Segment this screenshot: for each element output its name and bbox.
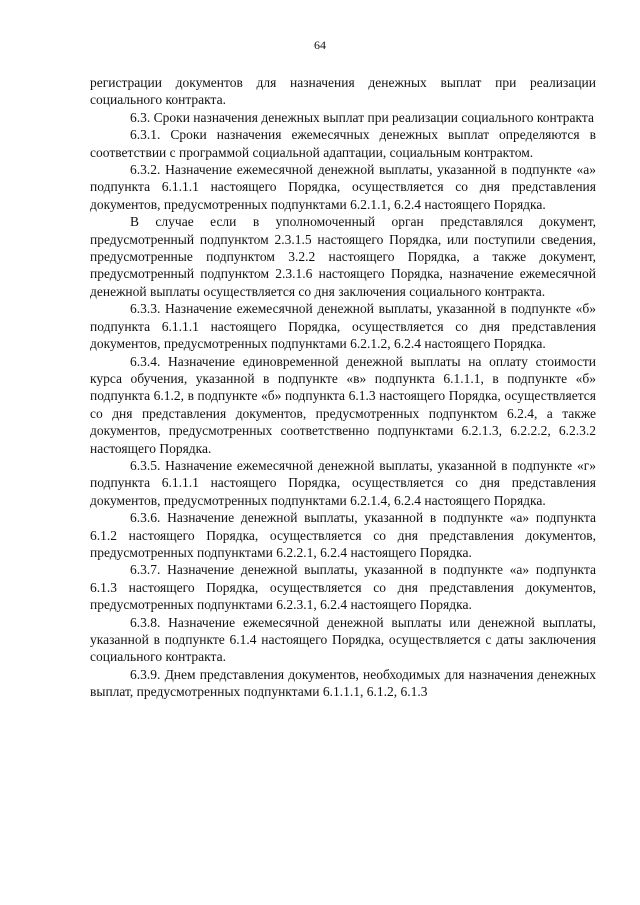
paragraph: 6.3.3. Назначение ежемесячной денежной выплаты, указанной в подпункте «б» подпункта 6.1.1.1 настоящего Порядка, осуществляется со дня представления документов, предусмотренных подпунктами 6.2.1.2, 6.2.4 настоящего Порядка. (90, 301, 596, 352)
document-body (90, 74, 596, 701)
paragraph: В случае если в уполномоченный орган представлялся документ, предусмотренный подпунктом 2.3.1.5 настоящего Порядка, или поступили сведения, предусмотренные подпунктом 3.2.2 настоящего Порядка, а также документ, предусмотренный подпунктом 2.3.1.6 настоящего Порядка, назначение ежемесячной денежной выплаты осуществляется со дня заключения социального контракта. (90, 214, 596, 299)
paragraph: 6.3.4. Назначение единовременной денежной выплаты на оплату стоимости курса обучения, указанной в подпункте «в» подпункта 6.1.1.1, в подпункте «б» подпункта 6.1.2, в подпункте «б» подпункта 6.1.3 настоящего Порядка, осуществляется со дня представления документов, предусмотренных подпунктом 6.2.4, а также документов, предусмотренных соответственно подпунктами 6.2.1.3, 6.2.2.2, 6.2.3.2 настоящего Порядка. (90, 353, 596, 456)
paragraph: 6.3.6. Назначение денежной выплаты, указанной в подпункте «а» подпункта 6.1.2 настоящего Порядка, осуществляется со дня представления документов, предусмотренных подпунктами 6.2.2.1, 6.2.4 настоящего Порядка. (90, 510, 596, 560)
paragraph: 6.3.2. Назначение ежемесячной денежной выплаты, указанной в подпункте «а» подпункта 6.1.1.1 настоящего Порядка, осуществляется со дня представления документов, предусмотренных подпунктами 6.2.1.1, 6.2.4 настоящего Порядка. (90, 162, 596, 212)
paragraph: 6.3.8. Назначение ежемесячной денежной выплаты или денежной выплаты, указанной в подпункте 6.1.4 настоящего Порядка, осуществляется с даты заключения социального контракта. (90, 614, 596, 665)
paragraph: регистрации документов для назначения денежных выплат при реализации социального контракта. (90, 75, 596, 108)
paragraph: 6.3.7. Назначение денежной выплаты, указанной в подпункте «а» подпункта 6.1.3 настоящего Порядка, осуществляется со дня представления документов, предусмотренных подпунктами 6.2.3.1, 6.2.4 настоящего Порядка. (90, 562, 596, 613)
page-number: 64 (314, 38, 326, 52)
paragraph: 6.3.5. Назначение ежемесячной денежной выплаты, указанной в подпункте «г» подпункта 6.1.1.1 настоящего Порядка, осуществляется со дня представления документов, предусмотренных подпунктами 6.2.1.4, 6.2.4 настоящего Порядка. (90, 457, 596, 508)
section-heading: 6.3. Сроки назначения денежных выплат при реализации социального контракта (130, 109, 594, 125)
paragraph: 6.3.9. Днем представления документов, необходимых для назначения денежных выплат, предусмотренных подпунктами 6.1.1.1, 6.1.2, 6.1.3 (90, 666, 596, 700)
paragraph: 6.3.1. Сроки назначения ежемесячных денежных выплат определяются в соответствии с программой социальной адаптации, социальным контрактом. (90, 127, 596, 160)
